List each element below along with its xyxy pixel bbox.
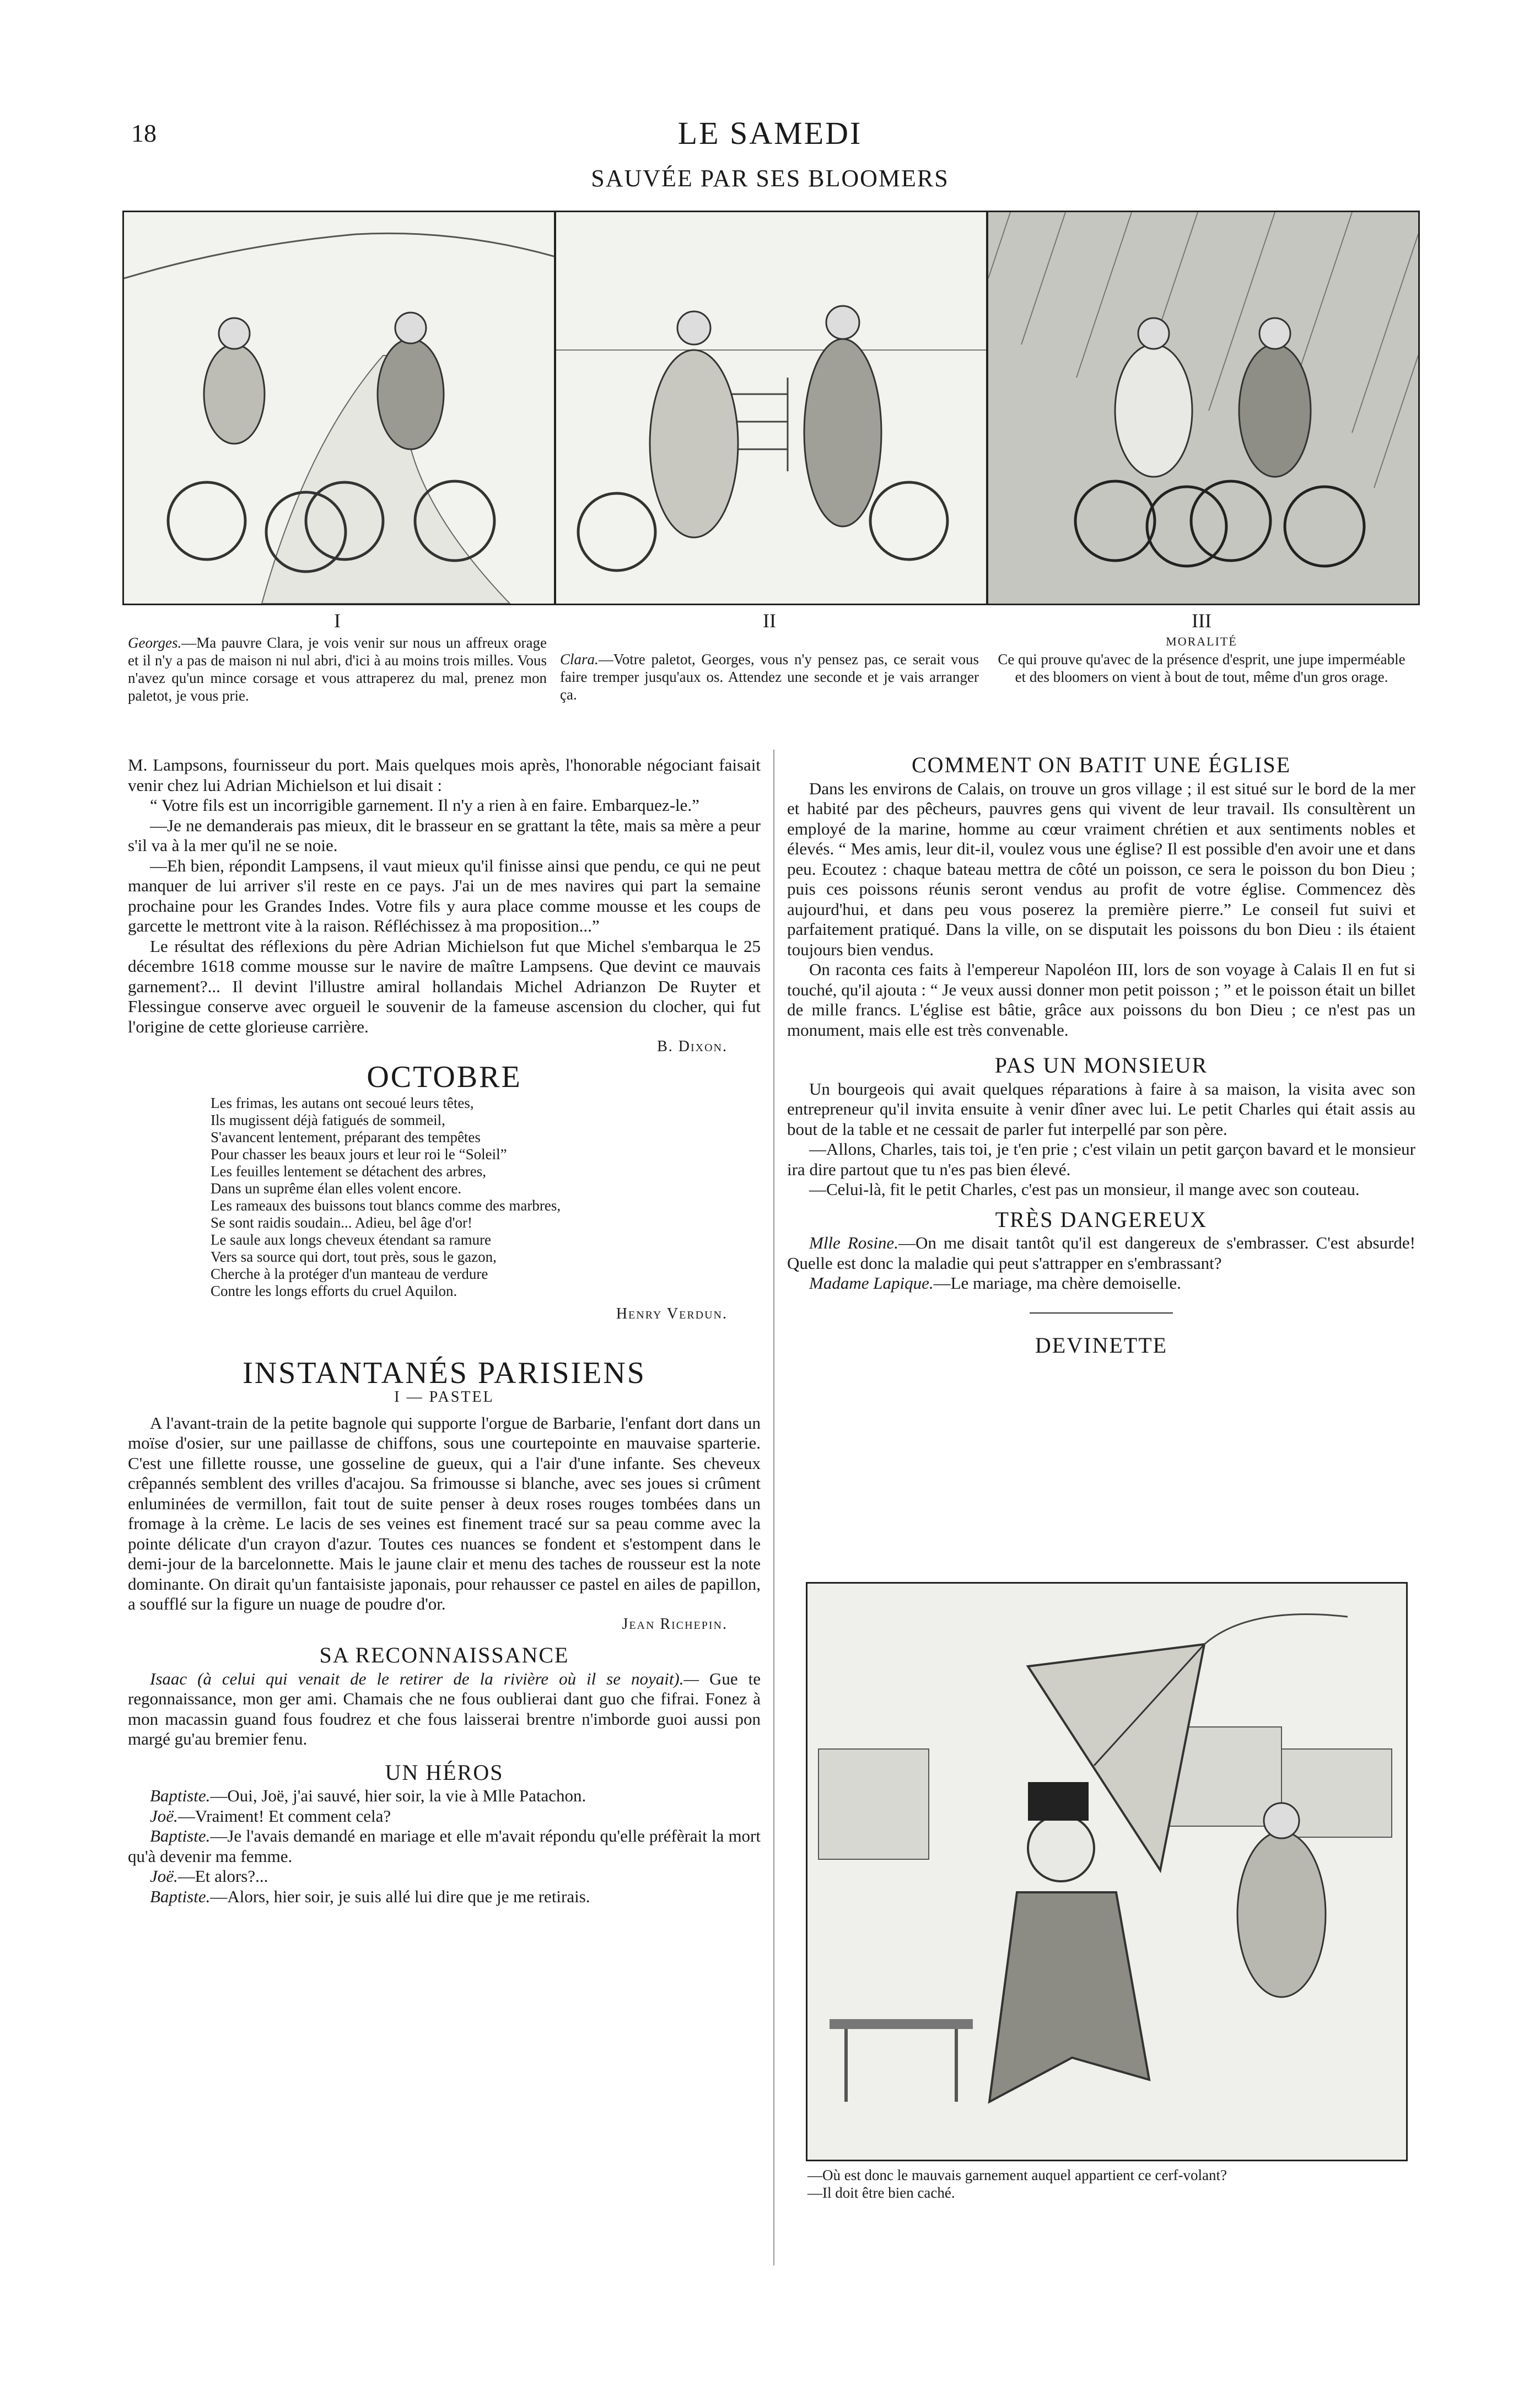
story-paragraph: —Eh bien, répondit Lampsens, il vaut mieux qu'il finisse ainsi que pendu, ce qui ne peut manquer de lui arriver s'il reste en ce pays. J'ai un de mes navires qui part la semaine prochaine pour les Grandes Indes. Votre fils y aura place comme mousse et les coups de garcette le mettront vite à la raison. Réfléchissez à ma proposition...” <box>128 855 761 935</box>
eglise-title: COMMENT ON BATIT UNE ÉGLISE <box>911 752 1291 777</box>
poem-line: S'avancent lentement, préparant des tempêtes <box>211 1129 481 1145</box>
poem-line: Les frimas, les autans ont secoué leurs têtes, <box>211 1095 474 1111</box>
panel-1-speaker: Georges. <box>128 634 182 651</box>
dialogue-line <box>128 1786 761 1806</box>
monsieur-title: PAS UN MONSIEUR <box>994 1053 1208 1078</box>
instantanes-title: INSTANTANÉS PARISIENS <box>243 1355 646 1390</box>
panel-2-text: —Votre paletot, Georges, vous n'y pensez pas, ce serait vous faire tremper jusqu'aux os. Attendez une seconde et je vais arranger ça. <box>560 651 979 703</box>
reconnaissance-text <box>128 1669 761 1750</box>
instantanes-signature: Jean Richepin. <box>622 1615 728 1633</box>
column-divider <box>773 750 774 2265</box>
speaker: Mlle Rosine. <box>809 1233 898 1252</box>
poem-line: Les rameaux des buissons tout blancs comme des marbres, <box>211 1197 561 1214</box>
devinette-caption <box>807 2166 1408 2202</box>
poem-line: Vers sa source qui dort, tout près, sous le gazon, <box>211 1248 497 1265</box>
panel-number-3: III <box>1192 610 1211 632</box>
moralite-heading: MORALITÉ <box>1166 634 1237 648</box>
line-text: —Je l'avais demandé en mariage et elle m'avait répondu qu'elle préfèrait la mort qu'à devenir ma femme. <box>128 1826 761 1866</box>
octobre-poem <box>211 1095 761 1300</box>
section-rule <box>1030 1312 1173 1314</box>
poem-line: Dans un suprême élan elles volent encore. <box>211 1180 462 1197</box>
line-text: —Oui, Joë, j'ai sauvé, hier soir, la vie à Mlle Patachon. <box>210 1786 586 1805</box>
devinette-illustration <box>806 1582 1408 2161</box>
comic-panel-1 <box>122 211 556 605</box>
poem-line: Les feuilles lentement se détachent des arbres, <box>211 1163 487 1180</box>
panel-caption-1 <box>128 634 547 704</box>
line-text: —On me disait tantôt qu'il est dangereux de s'embrasser. C'est absurde! Quelle est donc la maladie qui peut s'attrapper en s'embrassant? <box>787 1233 1415 1273</box>
eglise-paragraph: On raconta ces faits à l'empereur Napoléon III, lors de son voyage à Calais Il en fut si touché, qu'il ajouta : “ Je veux aussi donner mon petit poisson ; ” et le poisson était un billet de mille francs. L'église est bâtie, grâce aux poissons du bon Dieu ; ce n'est pas un monument, mais elle est très convenable. <box>787 960 1415 1040</box>
caption-line: —Il doit être bien caché. <box>807 2184 955 2201</box>
panel-number-1: I <box>334 610 341 632</box>
story-signature: B. Dixon. <box>657 1038 728 1055</box>
eglise-paragraph: Dans les environs de Calais, on trouve un gros village ; il est situé sur le bord de la mer et habité par des pêcheurs, pauvres gens qui vivent de leur travail. Ils consultèrent un employé de la marine, homme au cœur vraiment chrétien et aux sentiments nobles et élevés. “ Mes amis, leur dit-il, voulez vous une église? Il est possible d'en avoir une et dans peu. Ecoutez : chaque bateau mettra de côté un poisson, ce sera le poisson du bon Dieu ; puis ces poissons réunis seront vendus au profit de votre église. Commencez dès aujourd'hui, et dans peu vous poserez la première pierre.” Le conseil fut suivi et parfaitement pratiqué. Dans la ville, on se disputait les poissons du bon Dieu : ils étaient toujours bien vendus. <box>787 778 1415 959</box>
monsieur-paragraph: Un bourgeois qui avait quelques réparations à faire à sa maison, la visita avec son entrepreneur qu'il invita ensuite à venir dîner avec lui. Le petit Charles qui était assis au bout de la table et ne cessait de parler fut interpellé par son père. <box>787 1079 1415 1139</box>
dialogue-line <box>128 1887 761 1907</box>
masthead: LE SAMEDI <box>677 115 863 151</box>
speaker: Baptiste. <box>150 1786 211 1805</box>
panel-3-text: Ce qui prouve qu'avec de la présence d'esprit, une jupe imperméable et des bloomers on vient à bout de tout, même d'un gros orage. <box>998 651 1406 685</box>
story-paragraph: Le résultat des réflexions du père Adrian Michielson fut que Michel s'embarqua le 25 décembre 1618 comme mousse sur le navire de maître Lampsens. Que devint ce mauvais garnement?... Il devint l'illustre amiral hollandais Michel Adrianzon De Ruyter et Flessingue conserve avec orgueil le souvenir de la fameuse ascension du clocher, qui fut l'origine de cette glorieuse carrière. <box>128 936 761 1036</box>
monsieur-paragraph: —Allons, Charles, tais toi, je t'en prie ; c'est vilain un petit garçon bavard et le monsieur ira dire partout que tu n'es pas bien élevé. <box>787 1139 1415 1179</box>
poem-line: Se sont raidis soudain... Adieu, bel âge d'or! <box>211 1214 473 1231</box>
comic-panel-3 <box>987 211 1420 605</box>
poem-line: Contre les longs efforts du cruel Aquilon. <box>211 1283 457 1299</box>
speaker: Baptiste. <box>150 1826 211 1845</box>
reconnaissance-body: Gue te regonnaissance, mon ger ami. Chamais che ne fous oublierai dant guo che fifrai. Fonez à mon macassin guand fous foudrez et che fous laisserai brentre n'imborde guoi aussi pon margé gu'au bremier fenu. <box>128 1669 761 1748</box>
right-column <box>787 752 1415 1358</box>
reconnaissance-intro: Isaac (à celui qui venait de le retirer de la rivière où il se noyait).— <box>150 1669 699 1688</box>
octobre-title: OCTOBRE <box>367 1059 522 1094</box>
cyclists-road-illustration <box>124 212 554 604</box>
left-column <box>128 755 761 1907</box>
panel-1-text: —Ma pauvre Clara, je vois venir sur nous un affreux orage et il n'y a pas de maison ni nul abri, d'ici à au moins trois milles. Vous n'avez qu'un mince corsage et vous attraperez du mal, prenez mon paletot, je vous prie. <box>128 634 547 704</box>
dialogue-line <box>787 1273 1415 1294</box>
heros-dialogue <box>128 1786 761 1907</box>
dangereux-dialogue <box>787 1233 1415 1294</box>
line-text: —Et alors?... <box>177 1866 268 1886</box>
dialogue-line <box>128 1806 761 1827</box>
poem-line: Cherche à la protéger d'un manteau de verdure <box>211 1266 488 1282</box>
comic-panel-2 <box>554 211 988 605</box>
story-paragraph: “ Votre fils est un incorrigible garnement. Il n'y a rien à en faire. Embarquez-le.” <box>150 795 699 815</box>
instantanes-subtitle: I — PASTEL <box>394 1389 494 1406</box>
panel-caption-3 <box>992 633 1411 686</box>
caption-line: —Où est donc le mauvais garnement auquel appartient ce cerf-volant? <box>807 2167 1227 2183</box>
story-paragraph: M. Lampsons, fournisseur du port. Mais quelques mois après, l'honorable négociant faisait venir chez lui Adrian Michielson et lui disait : <box>128 755 761 795</box>
poem-line: Ils mugissent déjà fatigués de sommeil, <box>211 1112 445 1128</box>
dialogue-line <box>787 1233 1415 1273</box>
poem-line: Pour chasser les beaux jours et leur roi le “Soleil” <box>211 1146 507 1163</box>
heros-title: UN HÉROS <box>385 1759 504 1785</box>
story-continuation <box>128 755 761 1057</box>
panel-number-2: II <box>763 610 776 632</box>
page-number: 18 <box>131 119 157 147</box>
dialogue-line <box>128 1866 761 1887</box>
panel-caption-2 <box>560 650 979 703</box>
kite-man-illustration <box>807 1584 1406 2160</box>
rain-cyclists-illustration <box>988 212 1418 604</box>
poem-signature: Henry Verdun. <box>616 1305 728 1322</box>
instantanes-text: A l'avant-train de la petite bagnole qui supporte l'orgue de Barbarie, l'enfant dort dans un moïse d'osier, sur une paillasse de chiffons, sous une courtepointe en mauvaise sparterie. C'est une fillette rousse, une gosseline de gueux, qui a l'air d'une infante. Ses cheveux crêpannés semblent des vrilles d'acajou. Sa frimousse si blanche, avec ses joues si crûment enluminées de vermillon, fait tout de suite penser à deux roses rouges tombées dans un fromage à la crème. Le lacis de ses veines est finement tracé sur sa peau comme avec la pointe délicate d'un crayon d'azur. Toutes ces nuances se fondent et s'estompent dans le demi-jour de la barcelonnette. Mais le jaune clair et menu des taches de rousseur est la note dominante. On dirait qu'un fantaisiste japonais, pour rehausser ce pastel en ailes de papillon, a soufflé sur la figure un nuage de poudre d'or. <box>128 1413 761 1613</box>
reconnaissance-title: SA RECONNAISSANCE <box>319 1643 569 1667</box>
poem-line: Le saule aux longs cheveux étendant sa ramure <box>211 1231 492 1248</box>
line-text: —Le mariage, ma chère demoiselle. <box>933 1273 1181 1293</box>
speaker: Joë. <box>150 1806 178 1826</box>
comic-title: SAUVÉE PAR SES BLOOMERS <box>591 165 949 192</box>
dialogue-line <box>128 1826 761 1866</box>
monsieur-paragraph: —Celui-là, fit le petit Charles, c'est pas un monsieur, il mange avec son couteau. <box>809 1180 1360 1199</box>
line-text: —Alors, hier soir, je suis allé lui dire que je me retirais. <box>210 1886 590 1906</box>
speaker: Madame Lapique. <box>809 1273 934 1293</box>
panel-2-speaker: Clara. <box>560 651 599 668</box>
devinette-title: DEVINETTE <box>1035 1332 1168 1358</box>
couple-gate-illustration <box>556 212 986 604</box>
speaker: Joë. <box>150 1866 178 1886</box>
dangereux-title: TRÈS DANGEREUX <box>995 1207 1208 1232</box>
speaker: Baptiste. <box>150 1886 211 1906</box>
story-paragraph: —Je ne demanderais pas mieux, dit le brasseur en se grattant la tête, mais sa mère a peur s'il va à la mer qu'il ne se noie. <box>128 815 761 855</box>
line-text: —Vraiment! Et comment cela? <box>177 1806 391 1826</box>
